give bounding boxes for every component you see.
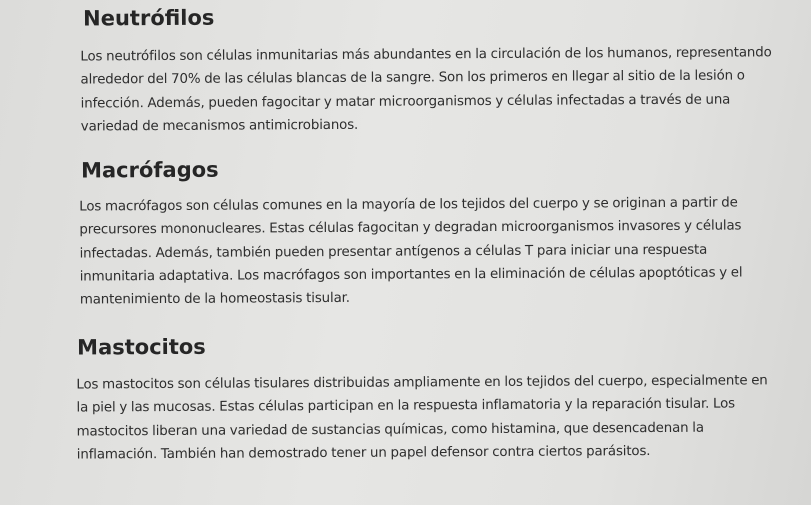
section-heading: Neutrófilos <box>83 5 215 31</box>
section-paragraph: Los mastocitos son células tisulares distribuidas ampliamente en los tejidos del cuerpo, especialmente en la piel y las mucosas. Estas células participan en la respuesta inflamatoria y la reparación tisular. Los mastocitos liberan una variedad de sustancias químicas, como histamina, que desencadenan la inflamación. También han demostrado tener un papel defensor contra ciertos parásitos. <box>76 373 768 463</box>
section-macrofagos <box>1 153 811 312</box>
section-mastocitos <box>2 330 811 467</box>
section-paragraph: Los macrófagos son células comunes en la mayoría de los tejidos del cuerpo y se originan a partir de precursores mononucleares. Estas células fagocitan y degradan microorganismos invasores y células infectadas. Además, también pueden presentar antígenos a células T para iniciar una respuesta inmunitaria adaptativa. Los macrófagos son importantes en la eliminación de células apoptóticas y el mantenimiento de la homeostasis tisular. <box>79 195 743 308</box>
section-heading: Macrófagos <box>80 157 219 183</box>
section-paragraph: Los neutrófilos son células inmunitarias más abundantes en la circulación de los humanos, representando alrededor del 70% de las células blancas de la sangre. Son los primeros en llegar al sitio de la lesión o infección. Además, pueden fagocitar y matar microorganismos y células infectadas a través de una variedad de mecanismos antimicrobianos. <box>80 45 772 135</box>
section-heading: Mastocitos <box>77 334 206 360</box>
section-neutrofilos <box>0 1 811 139</box>
